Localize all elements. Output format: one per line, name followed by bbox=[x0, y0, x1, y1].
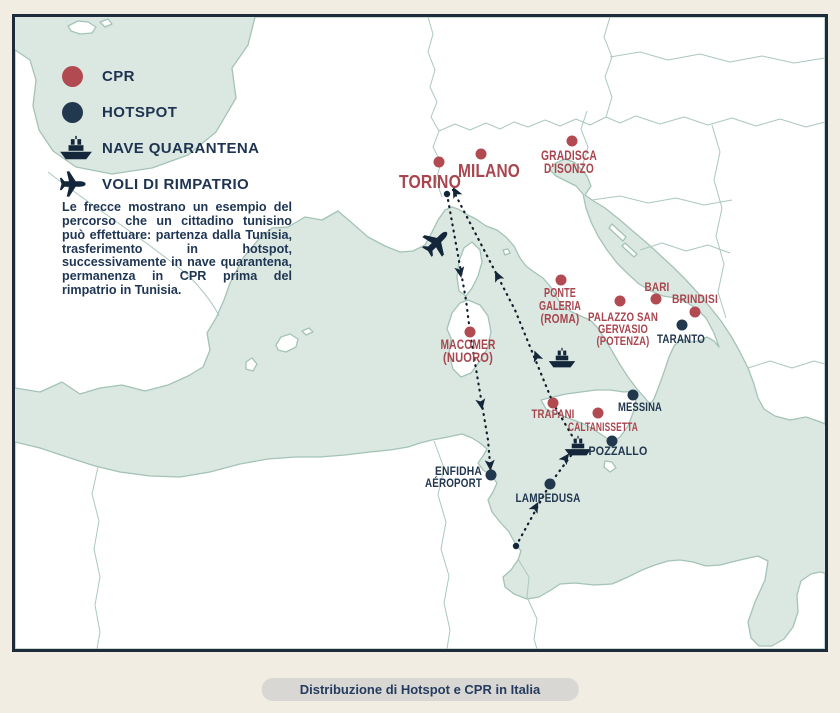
map-label-taranto: TARANTO bbox=[657, 332, 705, 346]
map-label-bari: BARI bbox=[644, 280, 670, 294]
quarantine-ship-icon bbox=[58, 134, 94, 162]
map-dot-messina bbox=[628, 390, 639, 401]
map-dot-palazzo-san-gervasio bbox=[615, 296, 626, 307]
map-label-messina: MESSINA bbox=[618, 400, 663, 414]
legend-label-voli-di-rimpatrio: VOLI DI RIMPATRIO bbox=[102, 175, 250, 193]
map-dot-caltanissetta bbox=[593, 408, 604, 419]
map-label-ponte-galeria-roma: GALERIA bbox=[539, 298, 582, 313]
map-label-milano: MILANO bbox=[458, 161, 520, 181]
map-label-palazzo-san-gervasio: GERVASIO bbox=[598, 322, 648, 336]
map-dot-gradisca-disonzo bbox=[567, 136, 578, 147]
map-label-pozzallo: POZZALLO bbox=[588, 444, 648, 458]
map-dot-torino bbox=[434, 157, 445, 168]
map-label-macomer-nuoro: (NUORO) bbox=[443, 349, 493, 365]
legend-item-hotspot bbox=[58, 100, 259, 124]
map-dot-enfidha-aeroport bbox=[486, 470, 497, 481]
map-label-enfidha-aeroport: ENFIDHA bbox=[435, 464, 483, 478]
map-label-enfidha-aeroport: AÉROPORT bbox=[425, 476, 495, 490]
legend-item-cpr bbox=[58, 64, 259, 88]
legend-item-quarantine-ship bbox=[58, 136, 259, 160]
route-description: Le frecce mostrano un esempio del percorso che un cittadino tunisino può effettuare: partenza dalla Tunisia, trasferimento in hotspot, successivamente in nave quarantena, permanenza in CPR prima del rimpatrio in Tunisia. bbox=[62, 200, 292, 298]
map-dot-bari bbox=[651, 294, 662, 305]
map-label-palazzo-san-gervasio: PALAZZO SAN bbox=[588, 310, 658, 324]
map-label-lampedusa: LAMPEDUSA bbox=[515, 491, 581, 505]
map-caption: Distribuzione di Hotspot e CPR in Italia bbox=[262, 678, 579, 701]
map-dot-ponte-galeria-roma bbox=[556, 275, 567, 286]
cpr-dot-icon bbox=[58, 66, 94, 87]
map-label-ponte-galeria-roma: (ROMA) bbox=[540, 311, 580, 326]
legend-label-cpr: CPR bbox=[102, 67, 135, 85]
map-label-macomer-nuoro: MACOMER bbox=[440, 336, 496, 352]
elba-island bbox=[503, 249, 510, 255]
map-label-gradisca-disonzo: D'ISONZO bbox=[544, 160, 594, 176]
hotspot-dot-icon bbox=[58, 102, 94, 123]
legend-label-hotspot: HOTSPOT bbox=[102, 103, 178, 121]
map-label-palazzo-san-gervasio: (POTENZA) bbox=[596, 334, 650, 348]
map-dot-lampedusa bbox=[545, 479, 556, 490]
map-dot-milano bbox=[476, 149, 487, 160]
map-dot-brindisi bbox=[690, 307, 701, 318]
map-label-ponte-galeria-roma: PONTE bbox=[544, 285, 577, 300]
map-label-torino: TORINO bbox=[399, 172, 461, 192]
legend bbox=[58, 64, 259, 208]
route-endpoint-dot bbox=[513, 543, 519, 549]
map-label-gradisca-disonzo: GRADISCA bbox=[541, 147, 597, 163]
repatriation-plane-icon bbox=[58, 169, 94, 199]
map-label-trapani: TRAPANI bbox=[531, 407, 575, 421]
legend-item-repatriation-flights bbox=[58, 172, 259, 196]
map-label-brindisi: BRINDISI bbox=[672, 292, 718, 306]
legend-label-nave-quarantena: NAVE QUARANTENA bbox=[102, 139, 260, 157]
map-label-caltanissetta: CALTANISSETTA bbox=[568, 420, 639, 434]
map-dot-taranto bbox=[677, 320, 688, 331]
